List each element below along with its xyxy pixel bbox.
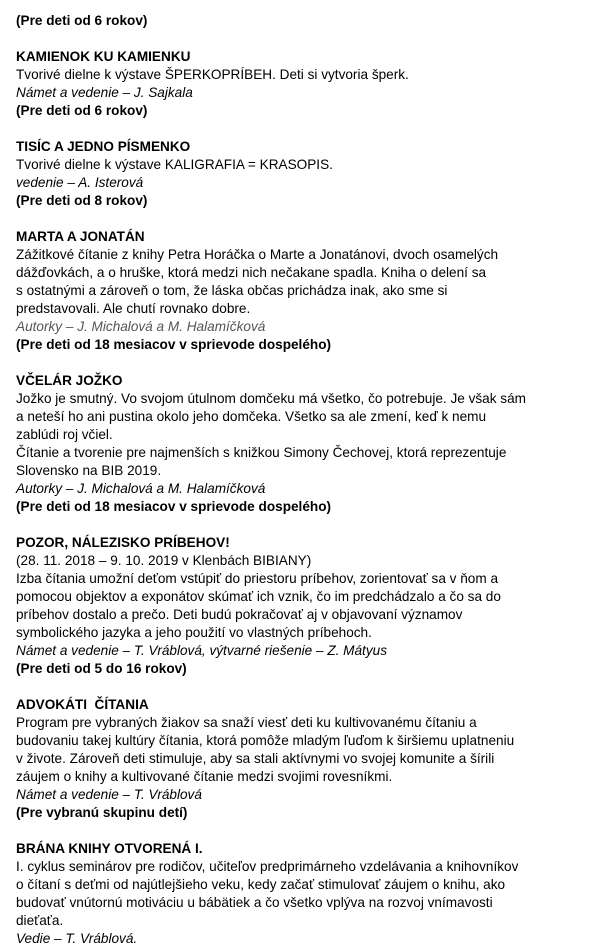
section-text-line: v živote. Zároveň deti stimuluje, aby sa stali aktívnymi vo svojej komunite a šírili	[16, 751, 495, 766]
section-age: (Pre deti od 5 do 16 rokov)	[16, 661, 187, 676]
section-text-line: Tvorivé dielne k výstave KALIGRAFIA = KRASOPIS.	[16, 157, 333, 172]
section-text-line: predstavovali. Ale chutí rovnako dobre.	[16, 301, 251, 316]
intro-age-note: (Pre deti od 6 rokov)	[16, 13, 148, 28]
section-age: (Pre deti od 8 rokov)	[16, 193, 148, 208]
section-title: KAMIENOK KU KAMIENKU	[16, 49, 191, 64]
section-text-line: Program pre vybraných žiakov sa snaží viesť deti ku kultivovanému čítaniu a	[16, 715, 477, 730]
section-dates: (28. 11. 2018 – 9. 10. 2019 v Klenbách BIBIANY)	[16, 553, 312, 568]
section-age: (Pre vybranú skupinu detí)	[16, 805, 188, 820]
section-text-line: s ostatnými a zároveň o tom, že láska občas prichádza inak, ako sme si	[16, 283, 448, 298]
section-text-line: Čítanie a tvorenie pre najmenších s knižkou Simony Čechovej, ktorá reprezentuje	[16, 445, 507, 460]
section-kamienok	[16, 48, 584, 120]
section-text-line: o čítaní s deťmi od najútlejšieho veku, kedy začať stimulovať záujem o knihu, ako	[16, 877, 506, 892]
section-text-line: budovaniu takej kultúry čítania, ktorá pomôže mladým ľuďom k širšiemu uplatneniu	[16, 733, 515, 748]
section-text-line: zablúdi roj včiel.	[16, 427, 113, 442]
section-text-line: Izba čítania umožní deťom vstúpiť do priestoru príbehov, zorientovať sa v ňom a	[16, 571, 499, 586]
section-credit: Námet a vedenie – T. Vráblová	[16, 787, 202, 802]
section-advokati	[16, 696, 584, 822]
section-text-line: symbolického jazyka a jeho použití vo vlastných príbehoch.	[16, 625, 372, 640]
section-title: TISÍC A JEDNO PÍSMENKO	[16, 139, 191, 154]
section-age: (Pre deti od 6 rokov)	[16, 103, 148, 118]
section-text-line: príbehov dostalo a prečo. Deti budú pokračovať aj v objavovaní významov	[16, 607, 463, 622]
section-vcelar	[16, 372, 584, 516]
section-text-line: dážďovkách, a o hruške, ktorá medzi nich nečakane spadla. Kniha o delení sa	[16, 265, 487, 280]
section-credit: Námet a vedenie – T. Vráblová, výtvarné riešenie – Z. Mátyus	[16, 643, 387, 658]
section-text-line: a neteší ho ani pustina okolo jeho domčeka. Všetko sa ale zmení, keď k nemu	[16, 409, 487, 424]
section-tisic	[16, 138, 584, 210]
section-text-line: Zážitkové čítanie z knihy Petra Horáčka o Marte a Jonatánovi, dvoch osamelých	[16, 247, 499, 262]
section-title: POZOR, NÁLEZISKO PRÍBEHOV!	[16, 535, 230, 550]
section-text-line: I. cyklus seminárov pre rodičov, učiteľov predprimárneho vzdelávania a knihovníkov	[16, 859, 519, 874]
section-text-line: záujem o knihy a kultivované čítanie medzi svojimi rovesníkmi.	[16, 769, 393, 784]
section-title: BRÁNA KNIHY OTVORENÁ I.	[16, 841, 203, 856]
section-age: (Pre deti od 18 mesiacov v sprievode dospelého)	[16, 337, 332, 352]
section-title: MARTA A JONATÁN	[16, 229, 145, 244]
section-credit: Vedie – T. Vráblová.	[16, 931, 138, 946]
section-marta	[16, 228, 584, 354]
section-brana	[16, 840, 584, 948]
section-text-line: Jožko je smutný. Vo svojom útulnom domčeku má všetko, čo potrebuje. Je však sám	[16, 391, 526, 406]
section-text-line: budovať vnútornú motiváciu u bábätiek a čo všetko vplýva na rozvoj vnímavosti	[16, 895, 493, 910]
section-title: VČELÁR JOŽKO	[16, 373, 123, 388]
section-title: ADVOKÁTI ČÍTANIA	[16, 697, 149, 712]
section-credit: Autorky – J. Michalová a M. Halamíčková	[16, 481, 266, 496]
section-text-line: Slovensko na BIB 2019.	[16, 463, 162, 478]
section-text-line: pomocou objektov a exponátov skúmať ich vznik, čo im predchádzalo a čo sa do	[16, 589, 501, 604]
section-text-line: Tvorivé dielne k výstave ŠPERKOPRÍBEH. Deti si vytvoria šperk.	[16, 67, 409, 82]
section-credit: Autorky – J. Michalová a M. Halamíčková	[16, 319, 266, 334]
section-credit: Námet a vedenie – J. Sajkala	[16, 85, 193, 100]
section-age: (Pre deti od 18 mesiacov v sprievode dospelého)	[16, 499, 332, 514]
section-pozor	[16, 534, 584, 678]
section-credit: vedenie – A. Isterová	[16, 175, 144, 190]
section-text-line: dieťaťa.	[16, 913, 64, 928]
